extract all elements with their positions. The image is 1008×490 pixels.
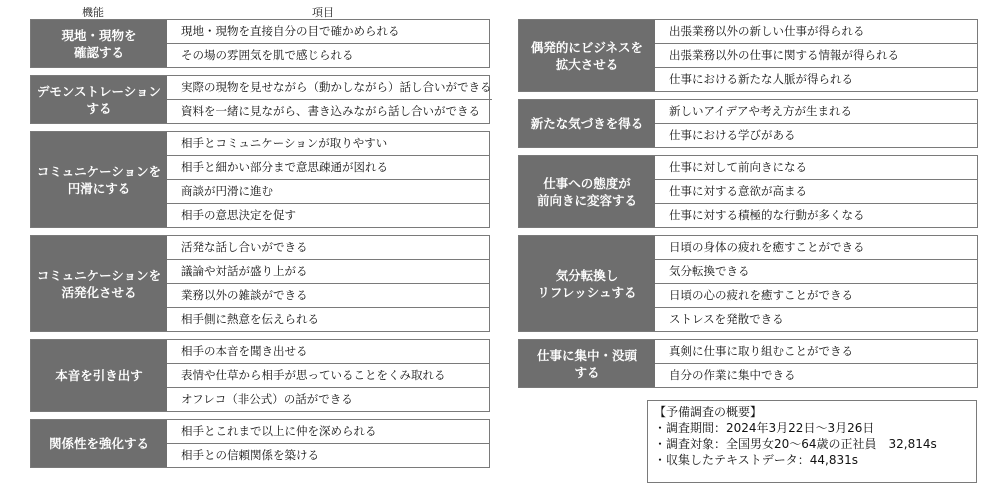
function-label: 偶発的にビジネスを 拡大させる [519,20,655,91]
summary-line: ・調査期間：2024年3月22日～3月26日 [654,421,875,435]
item-row: 相手とコミュニケーションが取りやすい [181,136,388,150]
item-row: 気分転換できる [655,259,977,283]
function-label: 関係性を強化する [31,420,167,467]
item-row: 資料を一緒に見ながら、書き込みながら話し合いができる [167,99,492,123]
item-list [167,76,492,123]
item-list [655,340,977,387]
item-row: 出張業務以外の新しい仕事が得られる [669,24,865,38]
item-row: 真剣に仕事に取り組むことができる [669,344,853,358]
item-row: 相手の本音を聞き出せる [181,344,308,358]
function-label: デモンストレーション する [31,76,167,123]
item-row: 仕事に対して前向きになる [669,160,807,174]
item-row: 相手の意思決定を促す [167,203,489,227]
function-label: コミュニケーションを 活発化させる [31,236,167,331]
function-label: 気分転換し リフレッシュする [519,236,655,331]
summary-line: ・収集したテキストデータ：44,831s [654,453,859,467]
item-row: 日頃の身体の疲れを癒すことができる [669,240,865,254]
right-column [518,19,978,395]
function-label: 本音を引き出す [31,340,167,411]
function-label: 仕事への態度が 前向きに変容する [519,156,655,227]
item-row: 実際の現物を見せながら（動かしながら）話し合いができる [181,80,492,94]
item-row: 活発な話し合いができる [181,240,308,254]
item-list [167,132,489,227]
item-row: 表情や仕草から相手が思っていることをくみ取れる [167,363,489,387]
item-row: 自分の作業に集中できる [655,363,977,387]
function-group [30,75,490,124]
function-group [518,19,978,92]
item-row: 現地・現物を直接自分の目で確かめられる [181,24,400,38]
summary-title: 【予備調査の概要】 [654,405,763,419]
item-list [655,156,977,227]
item-row: 日頃の心の疲れを癒すことができる [655,283,977,307]
left-column [30,19,490,475]
item-row: 仕事に対する積極的な行動が多くなる [655,203,977,227]
function-group [518,99,978,148]
function-group [518,235,978,332]
item-list [167,236,489,331]
item-list [655,236,977,331]
item-row: 相手との信頼関係を築ける [167,443,489,467]
header-item: 項目 [312,6,334,19]
item-row: オフレコ（非公式）の話ができる [167,387,489,411]
function-group [30,19,490,68]
item-list [655,20,977,91]
item-row: 仕事における学びがある [655,123,977,147]
item-list [167,20,489,67]
item-row: 相手側に熱意を伝えられる [167,307,489,331]
function-group [518,155,978,228]
function-label: 現地・現物を 確認する [31,20,167,67]
item-row: 出張業務以外の仕事に関する情報が得られる [655,43,977,67]
item-list [167,420,489,467]
item-row: 相手とこれまで以上に仲を深められる [181,424,377,438]
item-list [655,100,977,147]
item-row: 議論や対話が盛り上がる [167,259,489,283]
item-row: その場の雰囲気を肌で感じられる [167,43,489,67]
function-group [30,131,490,228]
summary-line: ・調査対象：全国男女20～64歳の正社員 32,814s [654,437,937,451]
item-row: 新しいアイデアや考え方が生まれる [669,104,852,118]
item-row: 仕事に対する意欲が高まる [655,179,977,203]
function-group [30,419,490,468]
function-label: コミュニケーションを 円滑にする [31,132,167,227]
item-list [167,340,489,411]
item-row: 相手と細かい部分まで意思疎通が図れる [167,155,489,179]
function-label: 仕事に集中・没頭 する [519,340,655,387]
header-function: 機能 [82,6,104,19]
function-group [30,339,490,412]
survey-summary-box [647,400,977,483]
function-group [518,339,978,388]
item-row: 商談が円滑に進む [167,179,489,203]
function-label: 新たな気づきを得る [519,100,655,147]
item-row: 業務以外の雑談ができる [167,283,489,307]
item-row: ストレスを発散できる [655,307,977,331]
function-group [30,235,490,332]
item-row: 仕事における新たな人脈が得られる [655,67,977,91]
